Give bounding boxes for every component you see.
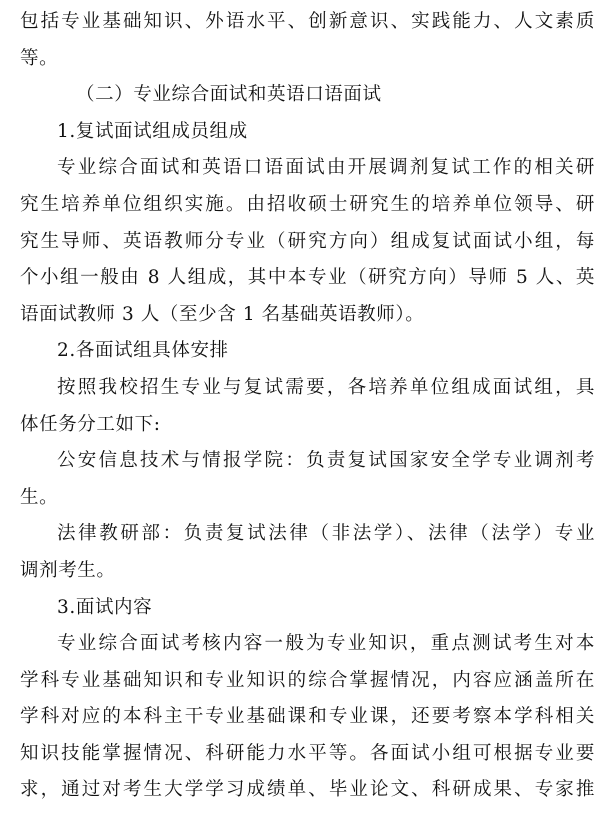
paragraph-line: 调剂考生。	[20, 559, 116, 581]
paragraph-line: 按照我校招生专业与复试需要，各培养单位组成面试组，具	[57, 376, 595, 398]
paragraph-line: 等。	[20, 47, 59, 69]
subsection-heading: 1.复试面试组成员组成	[57, 120, 248, 142]
paragraph-line: 公安信息技术与情报学院：负责复试国家安全学专业调剂考	[57, 450, 595, 472]
paragraph-line: 法律教研部：负责复试法律（非法学）、法律（法学）专业	[57, 523, 595, 545]
subsection-heading: 3.面试内容	[57, 596, 153, 618]
paragraph-line: 究生导师、英语教师分专业（研究方向）组成复试面试小组，每	[20, 230, 595, 252]
paragraph-line: 学科专业基础知识和专业知识的综合掌握情况，内容应涵盖所在	[20, 669, 595, 691]
paragraph-line: 学科对应的本科主干专业基础课和专业课，还要考察本学科相关	[20, 706, 595, 728]
paragraph-line: 专业综合面试和英语口语面试由开展调剂复试工作的相关研	[57, 157, 595, 179]
paragraph-line: 究生培养单位组织实施。由招收硕士研究生的培养单位领导、研	[20, 193, 595, 215]
paragraph-line: 包括专业基础知识、外语水平、创新意识、实践能力、人文素质	[20, 11, 595, 32]
paragraph-line: 求，通过对考生大学学习成绩单、毕业论文、科研成果、专家推	[20, 779, 595, 801]
paragraph-line: 生。	[20, 486, 59, 508]
paragraph-line: 专业综合面试考核内容一般为专业知识，重点测试考生对本	[57, 633, 595, 655]
paragraph-line: 知识技能掌握情况、科研能力水平等。各面试小组可根据专业要	[20, 742, 595, 764]
section-heading: （二）专业综合面试和英语口语面试	[76, 84, 382, 106]
paragraph-line: 语面试教师 3 人（至少含 1 名基础英语教师）。	[20, 303, 425, 325]
subsection-heading: 2.各面试组具体安排	[57, 340, 229, 362]
paragraph-line: 个小组一般由 8 人组成，其中本专业（研究方向）导师 5 人、英	[20, 267, 595, 289]
document-page	[20, 0, 595, 809]
paragraph-line: 体任务分工如下:	[20, 413, 161, 435]
